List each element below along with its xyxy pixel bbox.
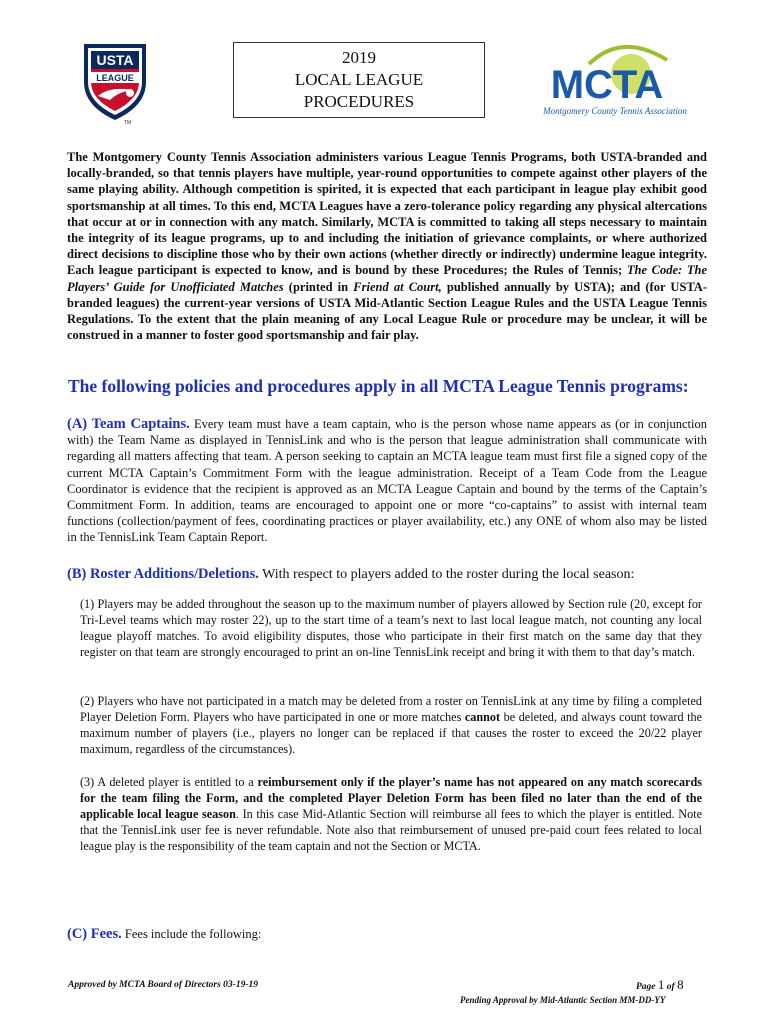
roster-item-3-text-a: (3) A deleted player is entitled to a — [80, 775, 258, 789]
footer-approved: Approved by MCTA Board of Directors 03-19-19 — [68, 980, 258, 990]
footer-of-word: of — [664, 982, 678, 992]
intro-paragraph — [67, 149, 707, 343]
roster-item-1: (1) Players may be added throughout the season up to the maximum number of players allowed by Section rule (20, except for Tri-Level teams which may roster 22), up to the start time of a team’s next to last local league match, not counting any local league playoff matches. To avoid eligibility disputes, those who participate in their first match on the same day that they register on that team are strongly encouraged to print an on-line TennisLink receipt and bring it with them to that day’s match. — [80, 597, 702, 659]
usta-league-logo — [80, 38, 150, 124]
roster-item-2-bold: cannot — [464, 710, 501, 724]
mcta-logo-letters: MCTA — [550, 63, 664, 107]
title-line-2: LOCAL LEAGUE — [294, 70, 424, 89]
section-a-text: Every team must have a team captain, who is the person whose name appears as (or in conjunction with) the Team Name as displayed in TennisLink and who is the person that league administration shall communicate with regarding all matters affecting that team. A person seeking to captain an MCTA league team must first file a signed copy of the current MCTA Captain’s Commitment Form with the league administration. Receipt of a Team Code from the League Coordinator is evidence that the recipient is approved as an MCTA League Captain and bound by the terms of the Captain’s Commitment Form. In addition, teams are encouraged to appoint one or more “co-captains” to assist with internal team functions (collection/payment of fees, coordinating practices or player availability, etc.) any ONE of whom also may be listed in the TennisLink Team Captain Report. — [67, 417, 707, 545]
section-roster — [67, 566, 707, 583]
mcta-logo — [527, 38, 687, 120]
intro-text-3: published annually by USTA); and (for USTA-branded leagues) the current-year versions of USTA Mid-Atlantic Section League Rules and the USTA League Tennis Regulations. To the extent that the plain meaning of any Local League Rule or procedure may be unclear, it will be construed in a manner to foster good sportsmanship and fair play. — [67, 279, 707, 343]
roster-item-2-text-b: be deleted, and always count toward the maximum number of players (i.e., players no longer can be replaced if that causes the roster to exceed the 20/22 player maximum, regardless of the circumstances). — [80, 710, 702, 756]
section-c-text: Fees include the following: — [121, 927, 262, 941]
usta-league-shield-icon — [80, 38, 150, 124]
footer-page-current: 1 — [657, 977, 665, 992]
title-year: 2019 — [342, 48, 376, 67]
title-line-3: PROCEDURES — [303, 92, 415, 111]
roster-item-2 — [80, 693, 702, 757]
roster-item-3-text-b: . In this case Mid-Atlantic Section will reimburse all fees to which the player is entitled. Note that the TennisLink user fee is never refundable. Note also that reimbursement of unused pre-paid court fees related to local league play is the responsibility of the team captain and not the Section or MCTA. — [80, 807, 702, 853]
intro-text-1: The Montgomery County Tennis Association administers various League Tennis Programs, both USTA-branded and locally-branded, so that tennis players have multiple, year-round opportunities to compete against other players of the same playing ability. Although competition is spirited, it is expected that each participant in league play exhibit good sportsmanship at all times. To this end, MCTA Leagues have a zero-tolerance policy regarding any physical altercations that occur at or in connection with any match. Similarly, MCTA is committed to taking all steps necessary to maintain the integrity of its league programs, up to and including the initiation of grievance complaints, or where authorized direct decisions to discipline those who by their own actions (whether directly or indirectly) undermine league integrity. Each league participant is expected to know, and is bound by these Procedures; the Rules of Tennis; — [67, 150, 707, 278]
intro-friend-title: Friend at Court, — [353, 279, 442, 294]
roster-item-3-bold: reimbursement only if the player’s name has not appeared on any match scorecards for the team filing the Form, and the completed Player Deletion Form has been filed no later than the end of the applicable local league season — [80, 775, 702, 821]
policies-heading: The following policies and procedures apply in all MCTA League Tennis programs: — [68, 376, 689, 396]
mcta-tagline: Montgomery County Tennis Association — [543, 106, 687, 116]
roster-item-2-text-a: (2) Players who have not participated in a match may be deleted from a roster on TennisLink at any time by filing a completed Player Deletion Form. Players who have participated in one or more matches — [80, 694, 702, 724]
roster-item-3 — [80, 774, 702, 854]
footer-page-word: Page — [636, 982, 658, 992]
intro-text-2: (printed in — [283, 279, 354, 294]
title-box — [233, 42, 485, 118]
intro-code-title: The Code: The Players’ Guide for Unofficiated Matches — [67, 263, 707, 294]
section-fees — [67, 926, 707, 942]
section-a-title: (A) Team Captains. — [67, 416, 190, 432]
section-b-title: (B) Roster Additions/Deletions. — [67, 566, 259, 582]
footer-page-number — [636, 977, 684, 993]
mcta-logo-icon — [527, 38, 687, 120]
footer-page-total: 8 — [677, 977, 684, 992]
footer-pending: Pending Approval by Mid-Atlantic Section MM-DD-YY — [460, 995, 666, 1005]
usta-logo-text: USTA — [96, 52, 134, 68]
usta-logo-league-text: LEAGUE — [96, 73, 134, 83]
section-c-title: (C) Fees. — [67, 926, 122, 942]
section-b-text: With respect to players added to the roster during the local season: — [258, 567, 635, 582]
section-team-captains — [67, 416, 707, 546]
usta-tm-mark: TM — [124, 120, 132, 124]
